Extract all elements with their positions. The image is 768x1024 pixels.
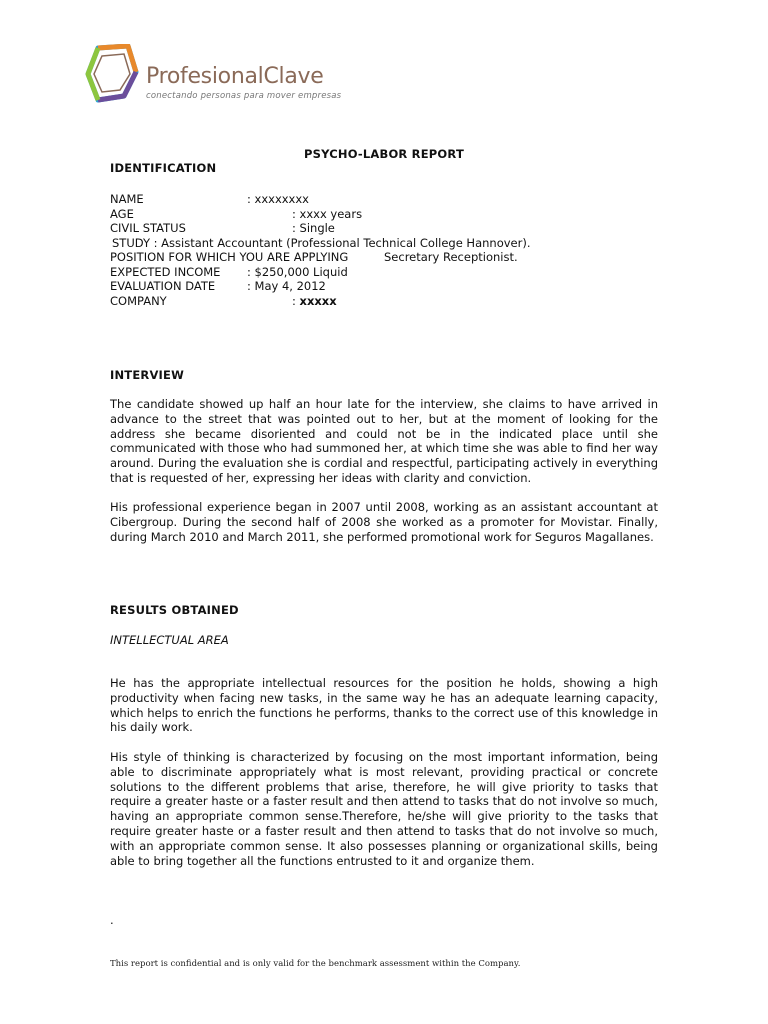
income-value: : $250,000 Liquid (247, 265, 348, 279)
trailing-dot: . (110, 913, 114, 927)
civil-status-label: CIVIL STATUS (110, 221, 186, 235)
logo-tagline: conectando personas para mover empresas (146, 91, 342, 101)
company-value-row (292, 294, 337, 308)
age-value: : xxxx years (292, 207, 363, 221)
logo-name: ProfesionalClave (146, 64, 324, 89)
logo-hexagon-icon (84, 44, 140, 104)
document-title: PSYCHO-LABOR REPORT (304, 147, 464, 161)
evaluation-date-value: : May 4, 2012 (247, 279, 326, 293)
income-label: EXPECTED INCOME (110, 265, 221, 279)
company-colon: : (292, 294, 300, 308)
results-paragraph-1: He has the appropriate intellectual resources for the position he holds, showing a high productivity when facing new tasks, in the same way he has an adequate learning capacity, which helps to enrich the functions he performs, thanks to the correct use of this knowledge in his daily work. (110, 676, 658, 735)
intellectual-area-subheading: INTELLECTUAL AREA (110, 633, 229, 647)
company-logo (84, 44, 344, 104)
name-value: : xxxxxxxx (247, 192, 309, 206)
identification-heading: IDENTIFICATION (110, 161, 217, 175)
interview-paragraph-2: His professional experience began in 2007 until 2008, working as an assistant accountant at Cibergroup. During the second half of 2008 she worked as a promoter for Movistar. Finally, during March 2010 and March 2011, she performed promotional work for Seguros Magallanes. (110, 500, 658, 544)
interview-heading: INTERVIEW (110, 368, 184, 382)
company-label: COMPANY (110, 294, 167, 308)
age-label: AGE (110, 207, 134, 221)
evaluation-date-label: EVALUATION DATE (110, 279, 216, 293)
confidentiality-footer: This report is confidential and is only valid for the benchmark assessment within the Company. (110, 959, 521, 969)
position-label: POSITION FOR WHICH YOU ARE APPLYING (110, 250, 349, 264)
results-paragraph-2: His style of thinking is characterized by focusing on the most important information, being able to discriminate appropriately what is most relevant, providing practical or concrete solutions to the different problems that arise, therefore, he will give priority to tasks that require a greater haste or a faster result and then attend to tasks that do not involve so much, having an appropriate common sense.Therefore, he/she will give priority to the tasks that require greater haste or a faster result and then attend to tasks that do not involve so much, with an appropriate common sense. It also possesses planning or organizational skills, being able to bring together all the functions entrusted to it and organize them. (110, 750, 658, 868)
results-heading: RESULTS OBTAINED (110, 603, 239, 617)
company-value: xxxxx (299, 294, 337, 308)
study-line: STUDY : Assistant Accountant (Professional Technical College Hannover). (112, 236, 531, 250)
interview-paragraph-1: The candidate showed up half an hour late for the interview, she claims to have arrived in advance to the street that was pointed out to her, but at the moment of looking for the address she became disoriented and could not be in the indicated place until she communicated with those who had summoned her, at which time she was able to find her way around. During the evaluation she is cordial and respectful, participating actively in everything that is requested of her, expressing her ideas with clarity and conviction. (110, 397, 658, 485)
name-label: NAME (110, 192, 144, 206)
civil-status-value: : Single (292, 221, 335, 235)
position-value: Secretary Receptionist. (384, 250, 518, 264)
